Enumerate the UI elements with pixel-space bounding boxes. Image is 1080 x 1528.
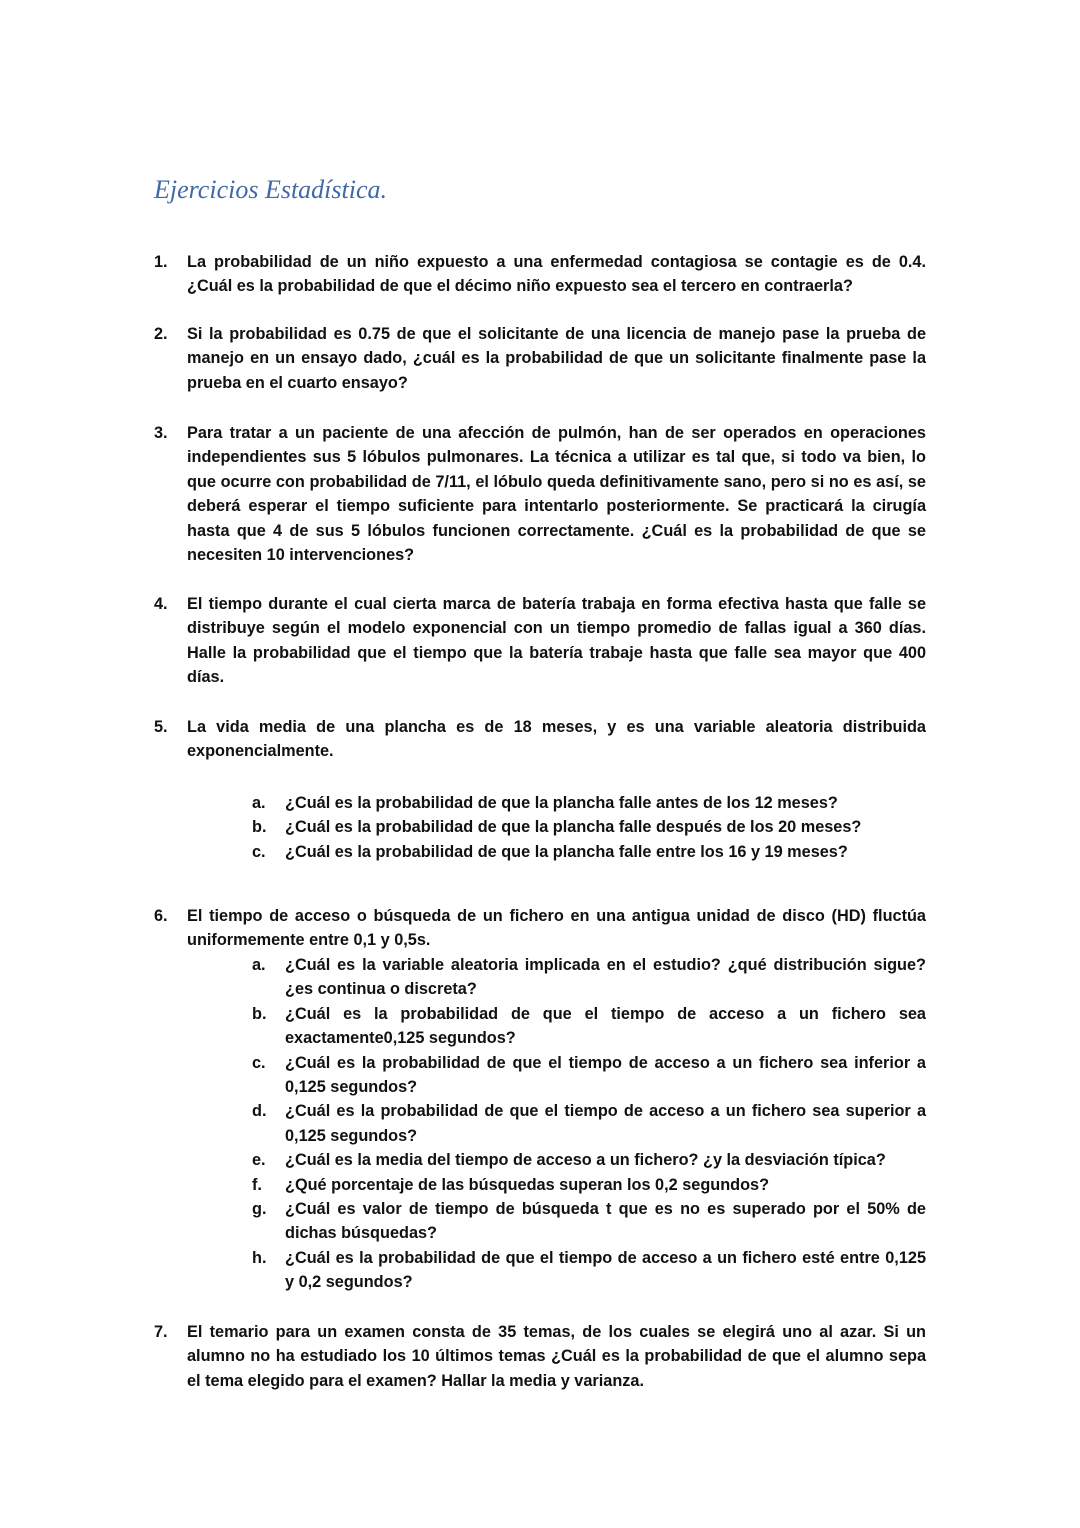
subquestion-text: ¿Cuál es la probabilidad de que el tiempo de acceso a un fichero sea superior a 0,125 segundos? bbox=[285, 1102, 926, 1145]
subquestion-letter: b. bbox=[252, 1004, 267, 1023]
exercise-number: 2. bbox=[154, 325, 168, 343]
exercise-6-subquestions bbox=[252, 953, 926, 1295]
subquestion-item bbox=[252, 1099, 926, 1148]
subquestion-letter: e. bbox=[252, 1151, 266, 1170]
subquestion-item bbox=[252, 1148, 926, 1172]
exercise-7 bbox=[154, 1320, 926, 1393]
exercise-6 bbox=[154, 904, 926, 953]
exercise-4 bbox=[154, 592, 926, 690]
subquestion-item bbox=[252, 1051, 926, 1100]
subquestion-item bbox=[252, 791, 926, 815]
subquestion-letter: f. bbox=[252, 1175, 262, 1194]
subquestion-text: ¿Cuál es la probabilidad de que el tiempo de acceso a un fichero esté entre 0,125 y 0,2 segundos? bbox=[285, 1248, 926, 1292]
subquestion-letter: a. bbox=[252, 794, 266, 812]
exercise-text: El tiempo de acceso o búsqueda de un fichero en una antigua unidad de disco (HD) fluctúa uniformemente entre 0,1 y 0,5s. bbox=[187, 907, 926, 950]
exercise-5 bbox=[154, 715, 926, 764]
exercise-text: El tiempo durante el cual cierta marca de batería trabaja en forma efectiva hasta que falle se distribuye según el modelo exponencial con un tiempo promedio de fallas igual a 360 días. Halle la probabilidad que el tiempo que la batería trabaje hasta que falle sea mayor que 400 días. bbox=[187, 595, 926, 687]
subquestion-item bbox=[252, 953, 926, 1002]
exercise-number: 4. bbox=[154, 595, 168, 613]
subquestion-text: ¿Cuál es la probabilidad de que el tiempo de acceso a un fichero sea exactamente0,125 segundos? bbox=[285, 1004, 926, 1048]
subquestion-text: ¿Cuál es la probabilidad de que la plancha falle antes de los 12 meses? bbox=[285, 794, 838, 812]
exercise-number: 3. bbox=[154, 424, 168, 442]
document-title: Ejercicios Estadística. bbox=[154, 175, 387, 204]
subquestion-letter: d. bbox=[252, 1102, 267, 1121]
exercise-number: 5. bbox=[154, 718, 168, 736]
subquestion-item bbox=[252, 815, 926, 839]
exercise-text: La probabilidad de un niño expuesto a una enfermedad contagiosa se contagie es de 0.4. ¿Cuál es la probabilidad de que el décimo niño expuesto sea el tercero en contraerla? bbox=[187, 253, 926, 296]
subquestion-letter: a. bbox=[252, 956, 266, 974]
subquestion-letter: c. bbox=[252, 1053, 266, 1072]
subquestion-text: ¿Cuál es la probabilidad de que la plancha falle después de los 20 meses? bbox=[285, 818, 862, 837]
subquestion-text: ¿Qué porcentaje de las búsquedas superan los 0,2 segundos? bbox=[285, 1175, 770, 1194]
subquestion-text: ¿Cuál es la media del tiempo de acceso a un fichero? ¿y la desviación típica? bbox=[285, 1151, 886, 1170]
exercise-number: 6. bbox=[154, 907, 168, 925]
subquestion-item bbox=[252, 840, 926, 864]
subquestion-item bbox=[252, 1197, 926, 1246]
subquestion-text: ¿Cuál es valor de tiempo de búsqueda t que es no es superado por el 50% de dichas búsquedas? bbox=[285, 1200, 926, 1243]
exercise-5-subquestions bbox=[252, 791, 926, 864]
exercise-text: Si la probabilidad es 0.75 de que el solicitante de una licencia de manejo pase la prueba de manejo en un ensayo dado, ¿cuál es la probabilidad de que un solicitante finalmente pase la prueba en el cuarto ensayo? bbox=[187, 325, 926, 392]
exercise-3 bbox=[154, 421, 926, 567]
subquestion-letter: h. bbox=[252, 1248, 267, 1267]
subquestion-text: ¿Cuál es la probabilidad de que la plancha falle entre los 16 y 19 meses? bbox=[285, 842, 848, 861]
exercise-text: La vida media de una plancha es de 18 meses, y es una variable aleatoria distribuida exponencialmente. bbox=[187, 718, 926, 761]
subquestion-item bbox=[252, 1173, 926, 1197]
exercise-text: El temario para un examen consta de 35 temas, de los cuales se elegirá uno al azar. Si un alumno no ha estudiado los 10 últimos temas ¿Cuál es la probabilidad de que el alumno sepa el tema elegido para el examen? Hallar la media y varianza. bbox=[187, 1323, 926, 1390]
subquestion-item bbox=[252, 1246, 926, 1295]
subquestion-text: ¿Cuál es la variable aleatoria implicada en el estudio? ¿qué distribución sigue? ¿es continua o discreta? bbox=[285, 956, 926, 999]
subquestion-item bbox=[252, 1002, 926, 1051]
exercise-number: 1. bbox=[154, 253, 168, 271]
exercise-1 bbox=[154, 250, 926, 299]
exercise-text: Para tratar a un paciente de una afección de pulmón, han de ser operados en operaciones independientes sus 5 lóbulos pulmonares. La técnica a utilizar es tal que, si todo va bien, lo que ocurre con probabilidad de 7/11, el lóbulo queda definitivamente sano, pero si no es así, se deberá esperar el tiempo suficiente para intentarlo posteriormente. Se practicará la cirugía hasta que 4 de sus 5 lóbulos funcionen correctamente. ¿Cuál es la probabilidad de que se necesiten 10 intervenciones? bbox=[187, 424, 926, 565]
subquestion-text: ¿Cuál es la probabilidad de que el tiempo de acceso a un fichero sea inferior a 0,125 segundos? bbox=[285, 1053, 926, 1097]
subquestion-letter: b. bbox=[252, 818, 267, 837]
subquestion-letter: g. bbox=[252, 1200, 267, 1219]
exercise-number: 7. bbox=[154, 1323, 168, 1341]
subquestion-letter: c. bbox=[252, 842, 266, 861]
exercise-2 bbox=[154, 322, 926, 395]
